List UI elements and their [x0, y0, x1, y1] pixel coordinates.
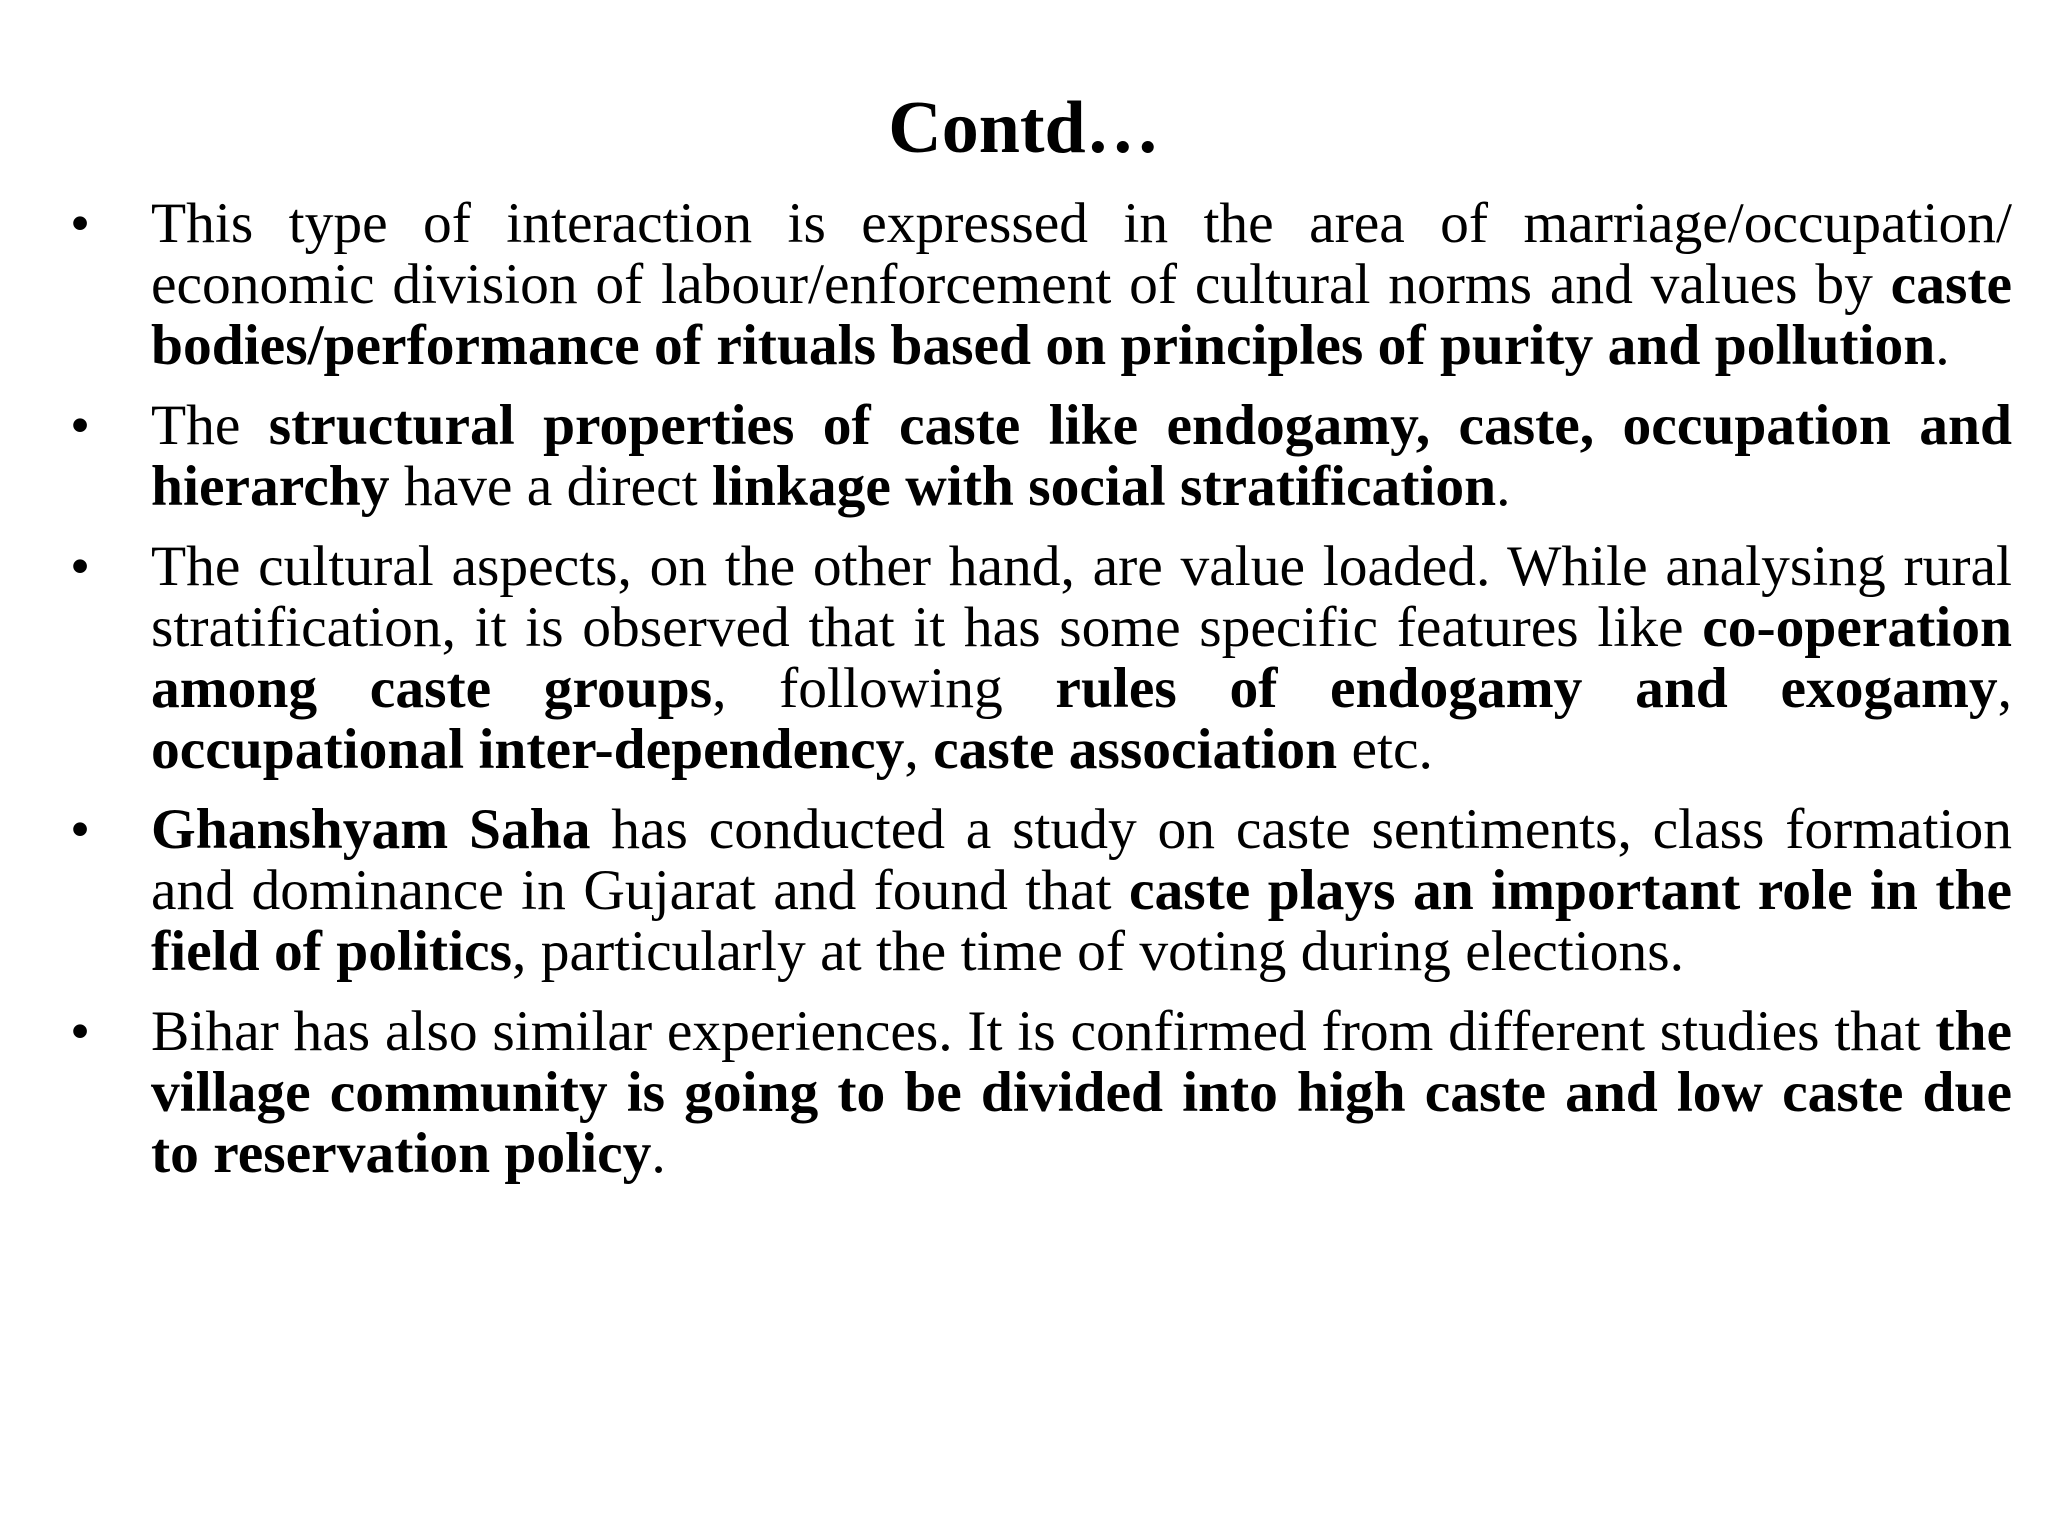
text-segment: . — [1935, 314, 1950, 377]
bold-text-segment: structural properties of caste like endogamy, caste, occupation and hierarchy — [151, 394, 2012, 518]
bullet-list — [70, 193, 2012, 1203]
bullet-item — [70, 395, 2012, 517]
bold-text-segment: caste association — [933, 718, 1338, 781]
bold-text-segment: the village community is going to be divided into high caste and low caste due to reservation policy — [151, 1000, 2012, 1185]
bullet-item — [70, 1001, 2012, 1184]
text-segment: The — [151, 394, 269, 457]
text-segment: , following — [712, 657, 1056, 720]
text-segment: has conducted a study on caste sentiments, class formation and dominance in Gujarat and found that — [151, 798, 2012, 922]
slide-title: Contd… — [888, 87, 1160, 169]
text-segment: , particularly at the time of voting during elections. — [511, 920, 1684, 983]
bullet-item — [70, 193, 2012, 376]
bullet-marker: • — [70, 394, 91, 457]
bullet-item — [70, 536, 2012, 780]
bold-text-segment: co-operation among caste groups — [151, 596, 2012, 720]
bold-text-segment: caste plays an important role in the field of politics — [151, 859, 2012, 983]
text-segment: Bihar has also similar experiences. It is confirmed from different studies that — [151, 1000, 1936, 1063]
text-segment: , — [904, 718, 934, 781]
bullet-marker: • — [70, 798, 91, 861]
text-segment: have a direct — [389, 455, 712, 518]
bullet-marker: • — [70, 1000, 91, 1063]
text-segment: . — [651, 1122, 666, 1185]
bold-text-segment: Ghanshyam Saha — [151, 798, 591, 861]
text-segment: The cultural aspects, on the other hand, are value loaded. While analysing rural stratification, it is observed that it has some specific features like — [151, 535, 2012, 659]
bold-text-segment: occupational inter-dependency — [151, 718, 905, 781]
text-segment: This type of interaction is expressed in the area of marriage/occupation/ economic division of labour/enforcement of cultural norms and values by — [151, 192, 2012, 316]
bold-text-segment: rules of endogamy and exogamy — [1055, 657, 1998, 720]
bullet-marker: • — [70, 535, 91, 598]
text-segment: etc. — [1337, 718, 1433, 781]
text-segment: , — [1997, 657, 2012, 720]
bold-text-segment: linkage with social stratification — [711, 455, 1497, 518]
bold-text-segment: caste bodies/performance of rituals based on principles of purity and pollution — [151, 253, 2012, 377]
text-segment: . — [1496, 455, 1511, 518]
bullet-item — [70, 799, 2012, 982]
bullet-marker: • — [70, 192, 91, 255]
